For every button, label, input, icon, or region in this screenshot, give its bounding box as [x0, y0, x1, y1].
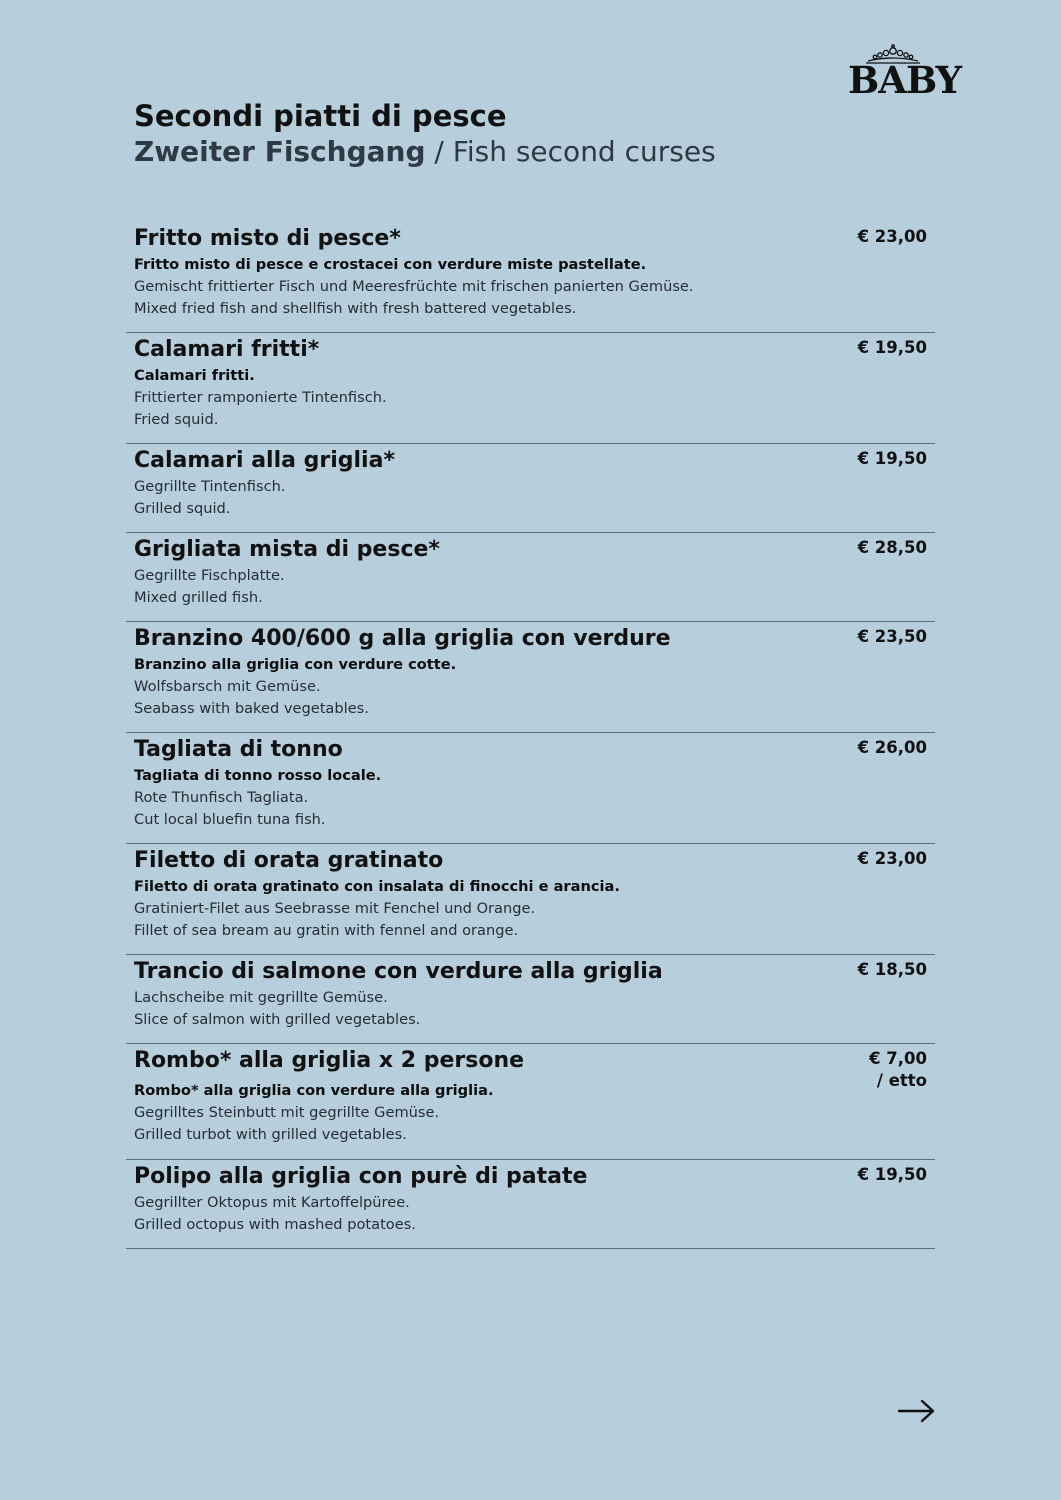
subtitle-english: Fish second curses	[452, 135, 716, 168]
menu-item-name: Trancio di salmone con verdure alla griglia	[134, 959, 663, 984]
price-amount: € 23,00	[857, 849, 927, 868]
menu-item	[126, 1044, 935, 1160]
price-amount: € 23,50	[857, 627, 927, 646]
menu-item-price	[858, 448, 927, 470]
menu-item-name: Filetto di orata gratinato	[134, 848, 444, 873]
menu-item-description-en: Grilled octopus with mashed potatoes.	[134, 1216, 416, 1233]
menu-item	[126, 222, 935, 333]
page-header	[134, 98, 716, 170]
arrow-right-icon[interactable]	[896, 1396, 936, 1426]
price-amount: € 18,50	[857, 960, 927, 979]
menu-item-price	[858, 737, 927, 759]
menu-item	[126, 955, 935, 1044]
subtitle-german: Zweiter Fischgang	[134, 135, 426, 168]
menu-item-description-de: Gegrillter Oktopus mit Kartoffelpüree.	[134, 1194, 410, 1211]
menu-item-description-en: Mixed grilled fish.	[134, 589, 263, 606]
menu-item	[126, 444, 935, 533]
menu-item-name: Fritto misto di pesce*	[134, 226, 401, 251]
menu-item-name: Polipo alla griglia con purè di patate	[134, 1164, 588, 1189]
menu-item	[126, 844, 935, 955]
price-amount: € 19,50	[857, 338, 927, 357]
menu-item-price	[858, 226, 927, 248]
brand-logo	[848, 44, 962, 102]
menu-item-name: Branzino 400/600 g alla griglia con verdure	[134, 626, 671, 651]
menu-item-price	[858, 1164, 927, 1186]
menu-item	[126, 333, 935, 444]
page-subtitle	[134, 134, 716, 170]
menu-item	[126, 733, 935, 844]
menu-item-description-de: Gratiniert-Filet aus Seebrasse mit Fenchel und Orange.	[134, 900, 536, 917]
menu-item-description-de: Gegrillte Tintenfisch.	[134, 478, 286, 495]
menu-item-description-it: Calamari fritti.	[134, 367, 255, 384]
menu-item-description-en: Mixed fried fish and shellfish with fresh battered vegetables.	[134, 300, 577, 317]
menu-item	[126, 622, 935, 733]
logo-wordmark: BABY	[848, 58, 962, 102]
menu-item-description-de: Gemischt frittierter Fisch und Meeresfrüchte mit frischen panierten Gemüse.	[134, 278, 694, 295]
menu-item-description-de: Frittierter ramponierte Tintenfisch.	[134, 389, 387, 406]
menu-item-description-en: Slice of salmon with grilled vegetables.	[134, 1011, 421, 1028]
subtitle-separator: /	[425, 135, 453, 168]
price-amount: € 23,00	[857, 227, 927, 246]
menu-list	[126, 222, 935, 1249]
price-unit: / etto	[876, 1071, 927, 1090]
menu-item-description-it: Tagliata di tonno rosso locale.	[134, 767, 382, 784]
price-amount: € 28,50	[857, 538, 927, 557]
menu-item-description-de: Gegrilltes Steinbutt mit gegrillte Gemüse.	[134, 1104, 440, 1121]
menu-item-description-it: Filetto di orata gratinato con insalata di finocchi e arancia.	[134, 878, 620, 895]
menu-item-name: Calamari fritti*	[134, 337, 320, 362]
menu-item-description-en: Grilled turbot with grilled vegetables.	[134, 1126, 407, 1143]
menu-item-price	[858, 848, 927, 870]
menu-item	[126, 1160, 935, 1249]
price-amount: € 19,50	[857, 1165, 927, 1184]
price-amount: € 26,00	[857, 738, 927, 757]
menu-item-description-it: Fritto misto di pesce e crostacei con verdure miste pastellate.	[134, 256, 647, 273]
page-title: Secondi piatti di pesce	[134, 99, 507, 133]
menu-item-name: Rombo* alla griglia x 2 persone	[134, 1048, 525, 1073]
price-amount: € 19,50	[857, 449, 927, 468]
menu-item-price	[858, 626, 927, 648]
menu-item-price	[858, 537, 927, 559]
menu-item-description-it: Rombo* alla griglia con verdure alla griglia.	[134, 1082, 494, 1099]
menu-item-name: Tagliata di tonno	[134, 737, 343, 762]
menu-item-description-it: Branzino alla griglia con verdure cotte.	[134, 656, 457, 673]
menu-item-description-de: Rote Thunfisch Tagliata.	[134, 789, 309, 806]
price-amount: € 7,00	[869, 1049, 927, 1068]
menu-item-name: Calamari alla griglia*	[134, 448, 395, 473]
menu-item-price	[858, 337, 927, 359]
menu-item-description-en: Cut local bluefin tuna fish.	[134, 811, 326, 828]
menu-item-description-en: Grilled squid.	[134, 500, 231, 517]
menu-item	[126, 533, 935, 622]
menu-item-price	[858, 959, 927, 981]
menu-item-name: Grigliata mista di pesce*	[134, 537, 440, 562]
menu-item-description-de: Gegrillte Fischplatte.	[134, 567, 285, 584]
menu-item-description-de: Lachscheibe mit gegrillte Gemüse.	[134, 989, 388, 1006]
menu-item-description-en: Seabass with baked vegetables.	[134, 700, 369, 717]
menu-item-price	[869, 1048, 927, 1092]
menu-item-description-en: Fried squid.	[134, 411, 219, 428]
menu-item-description-de: Wolfsbarsch mit Gemüse.	[134, 678, 321, 695]
menu-item-description-en: Fillet of sea bream au gratin with fennel and orange.	[134, 922, 519, 939]
